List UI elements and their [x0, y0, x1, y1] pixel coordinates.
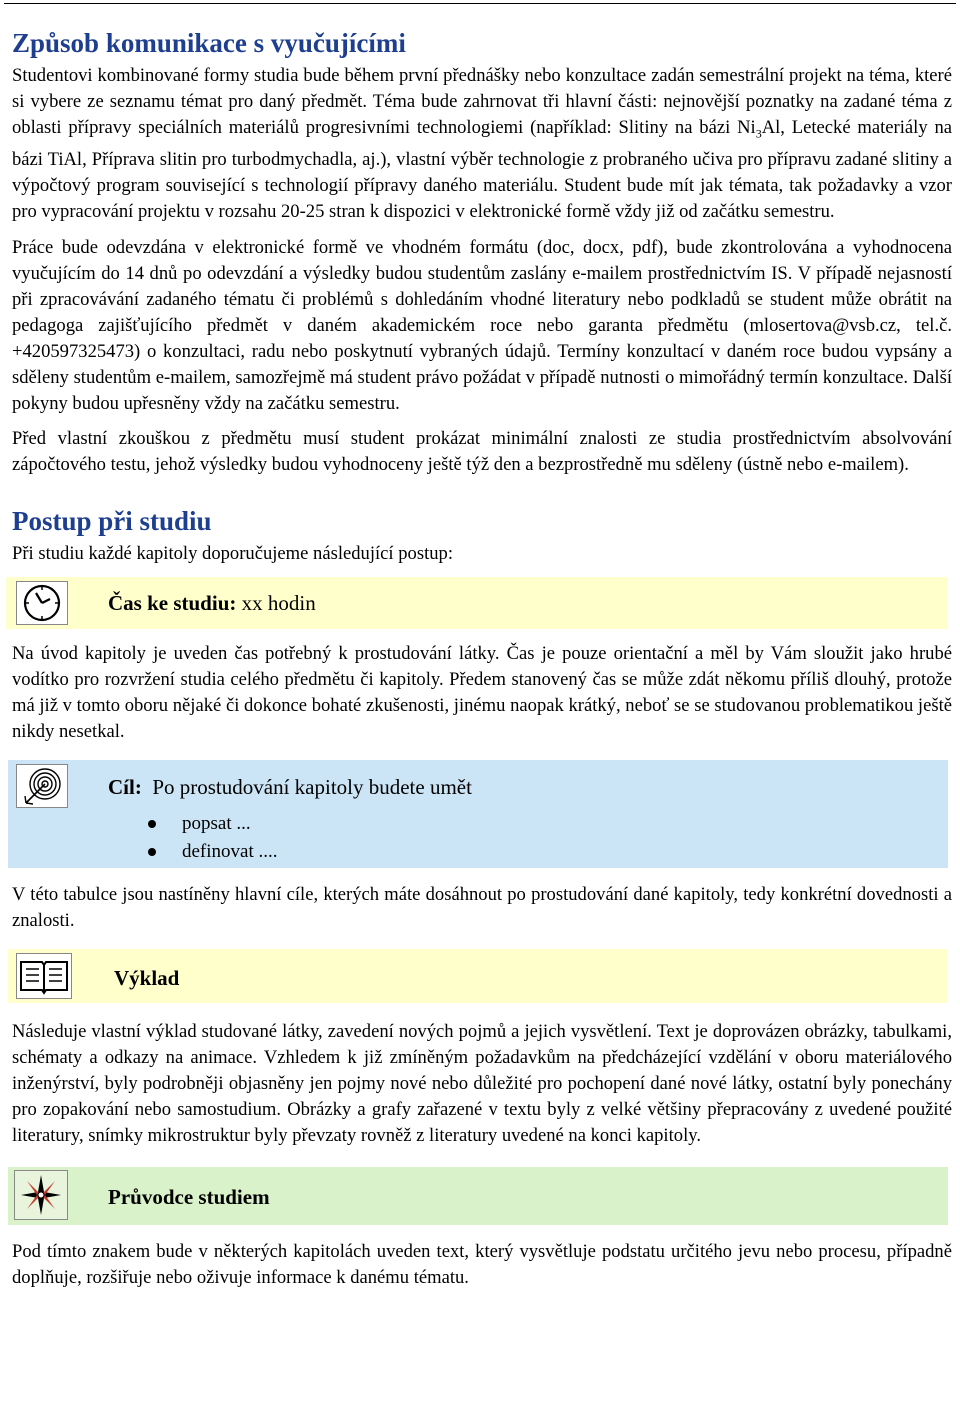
page-content [12, 26, 952, 1291]
goal-list [182, 810, 278, 866]
study-time-label [108, 590, 316, 616]
goal-label-text: Po prostudování kapitoly budete umět [152, 774, 472, 799]
study-time-description: Na úvod kapitoly je uveden čas potřebný k prostudování látky. Čas je pouze orientační a měl by Vám sloužit jako hrubé vodítko pro rozvržení studia celého předmětu či kapitoly. Předem stanovený čas se může zdát někomu příliš dlouhý, protože má již v tomto oboru nějaké či dokonce bohaté zkušenosti, jinému naopak krátký, neboť se se studovanou problematikou ještě nikdy nesetkal. [12, 642, 952, 742]
communication-paragraph-1 [12, 63, 952, 225]
lecture-box [8, 949, 948, 1003]
goal-box [8, 760, 948, 868]
compass-rose-icon [14, 1170, 68, 1220]
goal-item: definovat .... [182, 838, 278, 866]
study-guide-box [8, 1167, 948, 1225]
clock-icon [16, 581, 68, 625]
communication-paragraph-3: Před vlastní zkouškou z předmětu musí student prokázat minimální znalosti ze studia prostřednictvím absolvování zápočtového testu, jehož výsledky budou vyhodnoceny ještě týž den a bezprostředně mu sděleny (ústně nebo e-mailem). [12, 427, 952, 475]
target-icon [16, 764, 68, 808]
goal-item: popsat ... [182, 810, 278, 838]
section-title-communication: Způsob komunikace s vyučujícími [12, 28, 406, 58]
goal-label-bold: Cíl: [108, 774, 142, 799]
study-time-box [6, 577, 948, 629]
lecture-description: Následuje vlastní výklad studované látky, zavedení nových pojmů a jejich vysvětlení. Text je doprovázen obrázky, tabulkami, schématy a odkazy na animace. Vzhledem k již zmíněným požadavkům na předcházející vzdělání v oboru materiálového inženýrství, byly podrobněji objasněny jen pojmy nové nebo důležité pro pochopení dané nové látky, ostatní byly ponechány pro zopakování nebo samostudium. Obrázky a grafy zařazené v textu byly z velké většiny přepracovány z uvedené použité literatury, snímky mikrostruktur byly převzaty rovněž z literatury uvedené na konci kapitoly. [12, 1020, 952, 1146]
book-icon [16, 953, 72, 999]
study-intro: Při studiu každé kapitoly doporučujeme následující postup: [12, 542, 454, 564]
study-time-value: xx hodin [236, 590, 316, 615]
paragraph-text-part-b: Al, Letecké materiály na bázi TiAl, Příprava slitin pro turbodmychadla, aj.), vlastní výběr technologie z probraného učiva pro přípravu zadané slitiny a výpočtový program související s technologií přípravy daného materiálu. Student bude mít jak témata, tak požadavky a vzor pro vypracování projektu v rozsahu 20-25 stran k dispozici v elektronické formě vždy již od začátku semestru. [12, 117, 953, 222]
goal-description: V této tabulce jsou nastíněny hlavní cíle, kterých máte dosáhnout po prostudování dané kapitoly, tedy konkrétní dovednosti a znalosti. [12, 883, 952, 931]
communication-paragraph-2: Práce bude odevzdána v elektronické formě ve vhodném formátu (doc, docx, pdf), bude zkontrolována a vyhodnocena vyučujícím do 14 dnů po odevzdání a výsledky budou studentům zaslány e-mailem prostřednictvím IS. V případě nejasností při zpracovávání zadaného tématu či problémů s dohledáním vhodné literatury nebo podkladů se student může obrátit na pedagoga zajišťujícího předmět v daném akademickém roce nebo garanta předmětu (mlosertova@vsb.cz, tel.č. +420597325473) o konzultaci, radu nebo poskytnutí vybraných údajů. Termíny konzultací v daném roce budou vypsány a sděleny studentům e-mailem, samozřejmě má student právo požádat v případě nutnosti o mimořádný termín konzultace. Další pokyny budou upřesněny vždy na začátku semestru. [12, 236, 952, 414]
paragraph-text-part-a: Studentovi kombinované formy studia bude během první přednášky nebo konzultace zadán semestrální projekt na téma, které si vybere ze seznamu témat pro daný předmět. Téma bude zahrnovat tři hlavní části: nejnovější poznatky na zadané téma z oblasti přípravy speciálních materiálů progresivními technologiemi (například: Slitiny na bázi Ni [12, 65, 952, 138]
top-rule [4, 3, 956, 4]
section-title-study-procedure: Postup při studiu [12, 505, 212, 536]
study-guide-label: Průvodce studiem [108, 1184, 270, 1209]
study-time-label-bold: Čas ke studiu: [108, 590, 237, 615]
goal-label [108, 774, 472, 800]
lecture-label: Výklad [114, 965, 180, 990]
study-guide-description: Pod tímto znakem bude v některých kapitolách uveden text, který vysvětluje podstatu určitého jevu nebo procesu, případně doplňuje, rozšiřuje nebo oživuje informace k danému tématu. [12, 1240, 952, 1288]
subscript: 3 [755, 126, 762, 141]
